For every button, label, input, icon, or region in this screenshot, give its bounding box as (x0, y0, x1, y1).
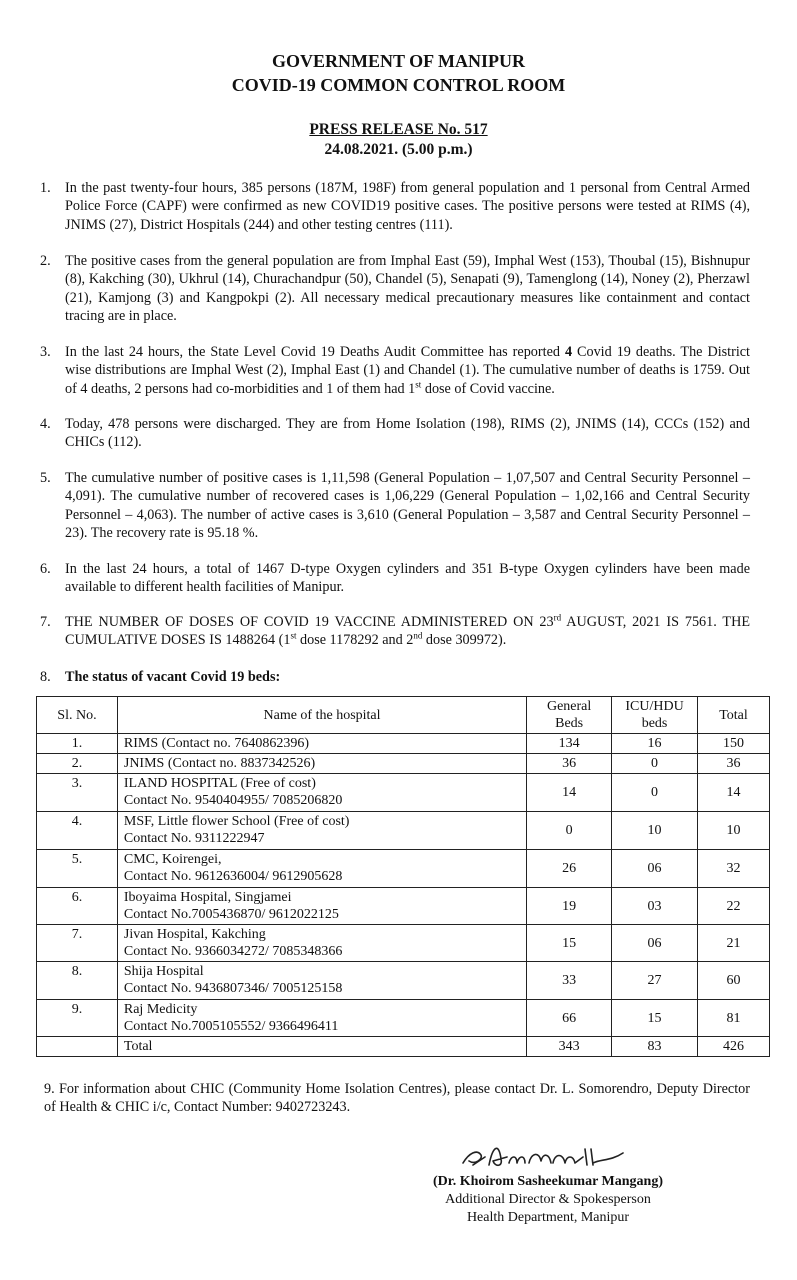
cell-total: 10 (698, 812, 770, 850)
cell-hospital: Iboyaima Hospital, Singjamei Contact No.7005436870/ 9612022125 (117, 888, 526, 925)
item-number: 5. (40, 470, 51, 486)
item-number: 4. (40, 416, 51, 432)
item-text: In the last 24 hours, a total of 1467 D-type Oxygen cylinders and 351 B-type Oxygen cylinders have been made available to different health facilities of Manipur. (65, 561, 750, 596)
cell-sl: 3. (37, 774, 118, 812)
header-line1: GOVERNMENT OF MANIPUR (272, 51, 525, 71)
header-total: Total (698, 697, 770, 734)
cell-hospital: Jivan Hospital, Kakching Contact No. 9366034272/ 7085348366 (117, 925, 526, 962)
cell-icu: 06 (612, 850, 698, 888)
cell-hospital: Shija Hospital Contact No. 9436807346/ 7005125158 (117, 962, 526, 1000)
cell-icu: 10 (612, 812, 698, 850)
table-row (37, 774, 770, 812)
cell-general: 26 (527, 850, 612, 888)
cell-sl: 8. (37, 962, 118, 1000)
item-number: 8. (40, 669, 51, 685)
cell-hospital: JNIMS (Contact no. 8837342526) (117, 754, 526, 774)
item-1 (40, 179, 750, 234)
cell-general: 14 (527, 774, 612, 812)
header-sl-no: Sl. No. (37, 697, 118, 734)
cell-hospital: ILAND HOSPITAL (Free of cost) Contact No. 9540404955/ 7085206820 (117, 774, 526, 812)
table-row (37, 1000, 770, 1037)
cell-general-total: 343 (527, 1037, 612, 1057)
item-number: 1. (40, 180, 51, 196)
table-row (37, 962, 770, 1000)
cell-sl: 6. (37, 888, 118, 925)
cell-total: 32 (698, 850, 770, 888)
table-total-row (37, 1037, 770, 1057)
vacant-beds-table (36, 696, 770, 1057)
cell-icu: 27 (612, 962, 698, 1000)
header-general-beds: General Beds (527, 697, 612, 734)
header-hospital-name: Name of the hospital (117, 697, 526, 734)
signer-name: (Dr. Khoirom Sasheekumar Mangang) (433, 1174, 663, 1189)
cell-general: 15 (527, 925, 612, 962)
cell-total: 60 (698, 962, 770, 1000)
cell-hospital: CMC, Koirengei, Contact No. 9612636004/ 9612905628 (117, 850, 526, 888)
cell-general: 0 (527, 812, 612, 850)
cell-total: 36 (698, 754, 770, 774)
cell-general: 134 (527, 734, 612, 754)
cell-total: 22 (698, 888, 770, 925)
cell-sl: 1. (37, 734, 118, 754)
item-text: Today, 478 persons were discharged. They are from Home Isolation (198), RIMS (2), JNIMS (14), CCCs (152) and CHICs (112). (65, 416, 750, 451)
cell-sl: 2. (37, 754, 118, 774)
cell-total: 150 (698, 734, 770, 754)
item-8 (40, 668, 750, 686)
item-4 (40, 415, 750, 452)
table-row (37, 812, 770, 850)
header-icu-beds: ICU/HDU beds (612, 697, 698, 734)
table-row (37, 754, 770, 774)
cell-icu: 06 (612, 925, 698, 962)
item-5 (40, 469, 750, 542)
cell-icu: 16 (612, 734, 698, 754)
cell-icu: 0 (612, 754, 698, 774)
cell-hospital: MSF, Little flower School (Free of cost) Contact No. 9311222947 (117, 812, 526, 850)
item-text: THE NUMBER OF DOSES OF COVID 19 VACCINE ADMINISTERED ON 23rd AUGUST, 2021 IS 7561. THE CUMULATIVE DOSES IS 1488264 (1st dose 1178292 and 2nd dose 309972). (65, 612, 750, 649)
signer-department: Health Department, Manipur (466, 1210, 630, 1225)
cell-general: 33 (527, 962, 612, 1000)
cell-hospital: RIMS (Contact no. 7640862396) (117, 734, 526, 754)
item-2 (40, 252, 750, 325)
cell-total: 21 (698, 925, 770, 962)
header-line2: COVID-19 COMMON CONTROL ROOM (231, 75, 566, 95)
press-release-title: PRESS RELEASE No. 517 (309, 121, 488, 138)
item-9: 9. For information about CHIC (Community Home Isolation Centres), please contact Dr. L. Somorendro, Deputy Director of Health & CHIC i/c, Contact Number: 9402723243. (44, 1081, 750, 1116)
table-row (37, 734, 770, 754)
table-row (37, 925, 770, 962)
cell-general: 36 (527, 754, 612, 774)
item-number: 2. (40, 253, 51, 269)
table-header-row (37, 697, 770, 734)
cell-general: 19 (527, 888, 612, 925)
item-text: The status of vacant Covid 19 beds: (65, 669, 281, 685)
cell-icu: 03 (612, 888, 698, 925)
cell-general: 66 (527, 1000, 612, 1037)
item-text: The positive cases from the general population are from Imphal East (59), Imphal West (153), Thoubal (15), Bishnupur (8), Kakching (30), Ukhrul (14), Churachandpur (50), Chandel (5), Senapati (9), Tamenglong (14), Noney (2), Pherzawl (21), Kamjong (3) and Kangpokpi (2). All necessary medical precautionary measures like containment and contact tracing are in place. (65, 253, 750, 324)
table-row (37, 850, 770, 888)
handwritten-signature (455, 1135, 635, 1175)
cell-sl-empty (37, 1037, 118, 1057)
cell-icu: 0 (612, 774, 698, 812)
cell-sl: 4. (37, 812, 118, 850)
item-number: 7. (40, 614, 51, 630)
item-text: In the last 24 hours, the State Level Covid 19 Deaths Audit Committee has reported 4 Covid 19 deaths. The District wise distributions are Imphal West (2), Imphal East (1) and Chandel (1). The cumulative number of deaths is 1759. Out of 4 deaths, 2 persons had co-morbidities and 1 of them had 1st dose of Covid vaccine. (65, 344, 751, 397)
cell-hospital: Raj Medicity Contact No.7005105552/ 9366496411 (117, 1000, 526, 1037)
table-row (37, 888, 770, 925)
cell-sl: 7. (37, 925, 118, 962)
cell-icu: 15 (612, 1000, 698, 1037)
cell-icu-total: 83 (612, 1037, 698, 1057)
item-7 (40, 613, 750, 650)
cell-total: 14 (698, 774, 770, 812)
item-6 (40, 560, 750, 597)
item-text: In the past twenty-four hours, 385 persons (187M, 198F) from general population and 1 personal from Central Armed Police Force (CAPF) were confirmed as new COVID19 positive cases. The positive persons were tested at RIMS (4), JNIMS (27), District Hospitals (244) and other testing centres (111). (65, 180, 750, 233)
signer-title: Additional Director & Spokesperson (445, 1192, 651, 1207)
cell-grand-total: 426 (698, 1037, 770, 1057)
press-release-date: 24.08.2021. (5.00 p.m.) (324, 141, 473, 158)
item-3 (40, 343, 750, 398)
cell-total: 81 (698, 1000, 770, 1037)
item-number: 6. (40, 561, 51, 577)
cell-sl: 5. (37, 850, 118, 888)
item-text: The cumulative number of positive cases is 1,11,598 (General Population – 1,07,507 and Central Security Personnel – 4,091). The cumulative number of recovered cases is 1,06,229 (General Population – 1,02,166 and Central Security Personnel – 4,063). The number of active cases is 3,610 (General Population – 3,587 and Central Security Personnel – 23). The recovery rate is 95.18 %. (65, 470, 750, 541)
item-number: 3. (40, 344, 51, 360)
cell-total-label: Total (117, 1037, 526, 1057)
cell-sl: 9. (37, 1000, 118, 1037)
